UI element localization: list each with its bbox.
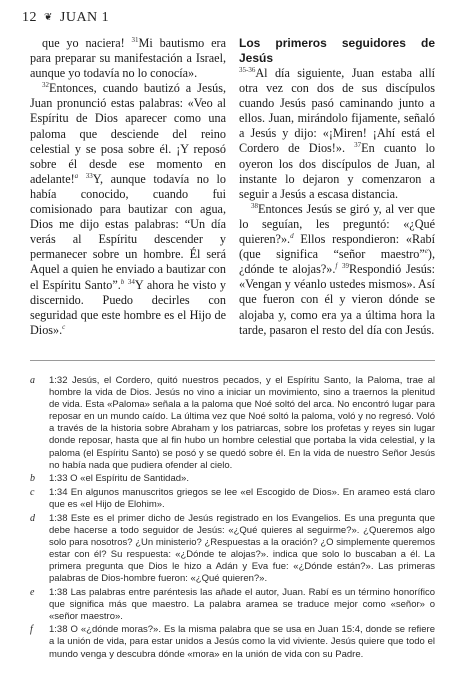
verse-text: Y, aunque todavía no lo había conocido, cuando fui comisionado para bautizar con agua, Dios me dijo estas palabras: “Un día verás al Espíritu descender y permanecer sobre un hombre. Él será Aquel a quien he enviado a bautizar con el Espíritu Santo”. xyxy=(30,171,227,292)
footnote-letter: b xyxy=(30,473,35,485)
verse-text: Al día siguiente, Juan estaba allí otra vez con dos de sus discípulos cuando Jesús pasó caminando junto a ellos. Juan, mirándolo fijamente, señaló a Jesús y dijo: «¡Miren! ¡Ahí está el Cordero de Dios!». xyxy=(239,66,435,156)
footnote-letter: c xyxy=(30,486,35,498)
footnote-marker: f xyxy=(335,262,338,271)
verse-text: En cuanto lo oyeron los dos discípulos de Juan, al instante lo dejaron y comenzaron a seguir a Jesús a escasa distancia. xyxy=(239,141,435,201)
verse-number: 38 xyxy=(251,201,258,210)
verse-text: Mi bautismo era para preparar su manifestación a Israel, aunque yo todavía no lo conocía». xyxy=(30,36,226,81)
footnote-text: 1:33 O «el Espíritu de Santidad». xyxy=(49,473,189,485)
verse-text: Respondió Jesús: «Vengan y véanlo ustedes mismos». Así que fueron con él y vieron dónde se alojaba y, como era ya a última hora la tarde, pasaron el resto del día con Jesús. xyxy=(239,262,435,337)
footnote-marker: a xyxy=(74,171,79,180)
footnote-marker: c xyxy=(62,322,66,331)
verse-text: que yo naciera! xyxy=(42,36,132,50)
footnote-item xyxy=(30,513,435,586)
footnote-item xyxy=(30,624,435,660)
footnote-item xyxy=(30,375,435,472)
verse-number: 31 xyxy=(131,35,139,44)
verse-paragraph xyxy=(30,36,226,81)
footnote-item xyxy=(30,473,435,485)
section-heading: Los primeros seguidores de Jesús xyxy=(239,36,435,65)
footnote-text: 1:32 Jesús, el Cordero, quitó nuestros pecados, y el Espíritu Santo, la Paloma, trae al hombre la vida de Dios. Jesús no vino a iniciar un movimiento, sino a traernos la plenitud de vida. Esta «Paloma» señala a la paloma que Noé soltó del arca. No encontró lugar para reposar en un mundo caído. La última vez que Noé soltó la paloma, voló y no regresó. Voló a través de la historia sobre Abraham y los patriarcas, sobre los profetas y reyes sin lugar donde reposar, hasta que al fin hubo un hombre celestial que portaba la vida celestial, y la paloma (el Espíritu Santo) se posó y se quedó sobre él. En la vida de nuestro Señor Jesús no había nada que pudiera ofender al cielo. xyxy=(49,375,435,471)
verse-text: Entonces Jesús se giró y, al ver que lo seguían, les preguntó: «¿Qué quieren?». xyxy=(239,201,435,247)
verse-number: 34 xyxy=(127,277,135,286)
verse-number: 33 xyxy=(85,171,93,180)
verse-number: 35-36 xyxy=(239,65,256,74)
footnote-marker: b xyxy=(120,277,125,286)
footnote-text: 1:38 Las palabras entre paréntesis las añade el autor, Juan. Rabí es un término honorífico que significa más que maestro. La palabra aramea se traduce mejor como «señor» o «señor maestro». xyxy=(49,586,435,622)
footnotes xyxy=(30,375,435,662)
verse-text: Y ahora he visto y discernido. Puedo decirles con seguridad que este hombre es el Hijo de Dios». xyxy=(30,277,227,337)
running-head xyxy=(22,10,109,26)
footnote-marker: d xyxy=(290,231,294,240)
footnote-text: 1:34 En algunos manuscritos griegos se lee «el Escogido de Dios». En arameo está claro que es «el Hijo de Elohim». xyxy=(49,486,435,510)
footnote-marker: e xyxy=(424,247,428,256)
footnote-letter: a xyxy=(30,375,35,386)
verse-number: 37 xyxy=(354,141,362,150)
footnote-item xyxy=(30,487,435,511)
verse-text: Entonces, cuando bautizó a Jesús, Juan pronunció estas palabras: «Veo al Espíritu de Dios aparecer como una paloma que desciende del reino celestial y se posa sobre él. ¡Y reposó sobre él desde ese momento en adelante! xyxy=(30,81,226,186)
book-chapter-title: JUAN 1 xyxy=(59,10,110,25)
verse-number: 39 xyxy=(342,262,350,271)
page-number: 12 xyxy=(22,10,37,25)
footnote-letter: f xyxy=(30,624,33,636)
verse-paragraph xyxy=(239,66,435,202)
footnote-letter: e xyxy=(30,586,35,598)
verse-number: 32 xyxy=(42,81,49,90)
verse-text: ), ¿dónde te alojas?». xyxy=(239,247,435,277)
verse-text: Ellos respondieron: «Rabí (que significa “señor maestro” xyxy=(239,232,435,262)
right-text-column xyxy=(239,36,435,338)
footnote-item xyxy=(30,587,435,623)
footnote-text: 1:38 O «¿dónde moras?». Es la misma palabra que se usa en Juan 15:4, donde se refiere a la unión de vida, para estar unidos a Jesús como la vid viviente. Jesús quiere que todo el mundo venga y descubra dónde «mora» en la unión de vida con su Padre. xyxy=(49,624,435,660)
verse-paragraph xyxy=(30,81,226,338)
verse-paragraph xyxy=(239,202,435,338)
fleuron-icon: ❦ xyxy=(44,12,53,23)
verse-text xyxy=(78,172,86,186)
footnote-text: 1:38 Este es el primer dicho de Jesús registrado en los Evangelios. Es una pregunta que debe hacerse a todo seguidor de Jesús: «¿Qué quieres al seguirme?». ¿Queremos algo solo para nosotros? ¿Un ministerio? ¿Respuestas a la oración? ¿O simplemente queremos estar con él? Su respuesta: «¿Dónde te alojas?». indica que solo lo buscaban a él. La primera pregunta que Dios le hizo a Adán y Eva fue: «¿Dónde están?». Las primeras palabras de Dios-hombre fueron: «¿Qué quieren?». xyxy=(49,512,435,584)
left-text-column xyxy=(30,36,226,338)
footnote-letter: d xyxy=(30,512,35,524)
footnote-divider xyxy=(30,360,435,361)
